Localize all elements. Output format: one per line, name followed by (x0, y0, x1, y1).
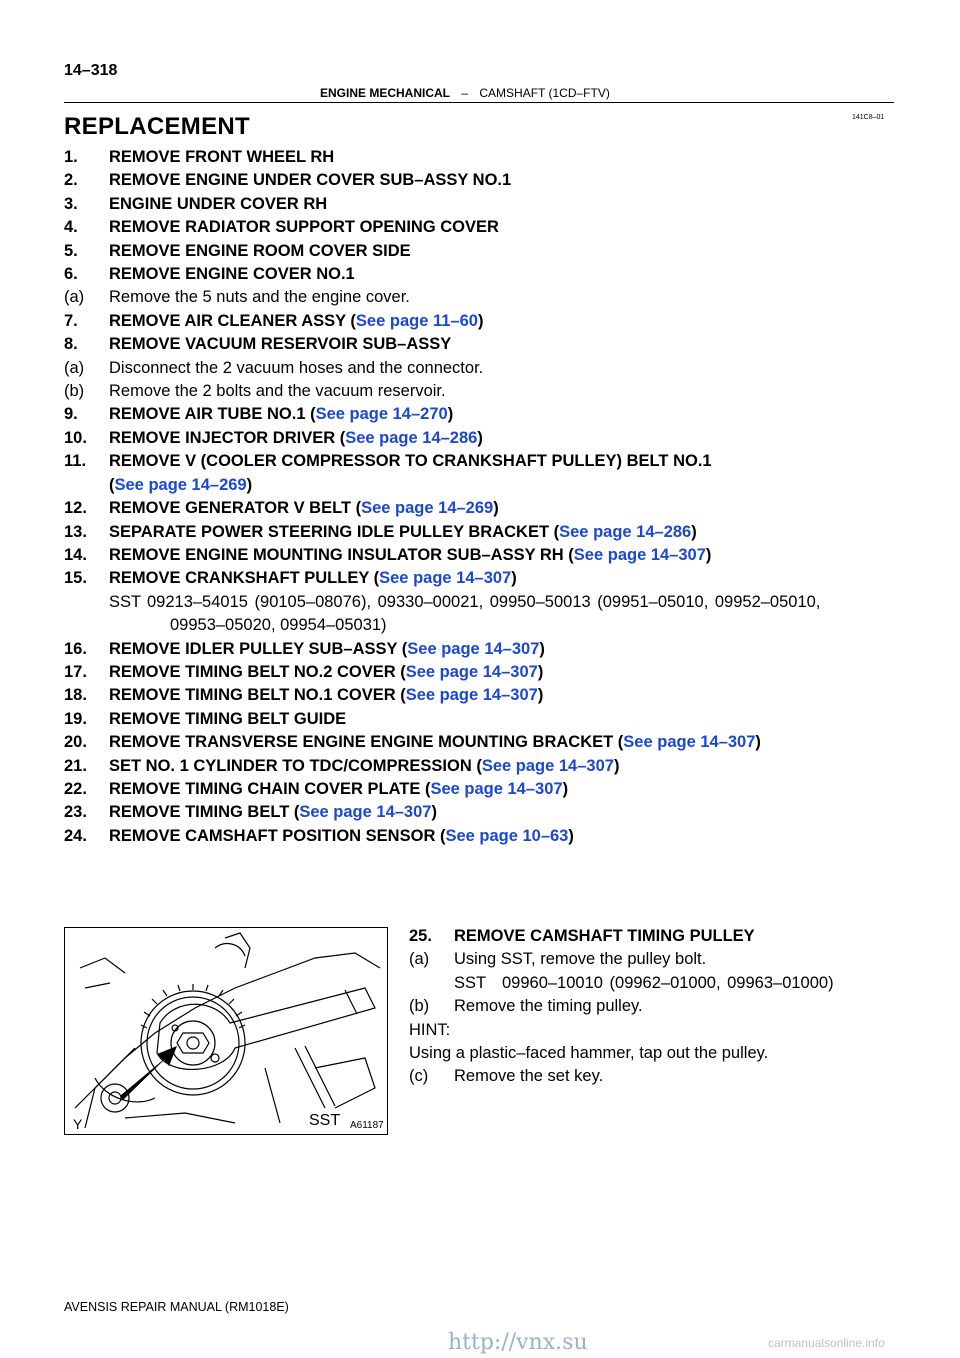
paren-close: ) (568, 826, 574, 845)
substep-text: Remove the 2 bolts and the vacuum reservoir. (109, 382, 446, 401)
step-text: REMOVE GENERATOR V BELT ( (109, 499, 362, 518)
see-page-link[interactable]: See page 14–307 (379, 569, 512, 588)
step-6a (64, 286, 904, 309)
page-title: REPLACEMENT (64, 113, 250, 140)
step-2 (64, 169, 904, 192)
step-number: 22. (64, 779, 87, 798)
see-page-link[interactable]: See page 14–269 (114, 475, 247, 494)
see-page-link[interactable]: See page 14–269 (361, 499, 494, 518)
hint-label: HINT: (409, 1020, 451, 1039)
step-number: 10. (64, 428, 87, 447)
step-11 (64, 450, 904, 473)
step-number: 23. (64, 803, 87, 822)
step-17 (64, 661, 904, 684)
step-text: REMOVE VACUUM RESERVOIR SUB–ASSY (109, 335, 452, 354)
step-number: 1. (64, 148, 78, 166)
step-number: 8. (64, 335, 78, 354)
step-text: ENGINE UNDER COVER RH (109, 194, 328, 213)
step-number: 14. (64, 545, 87, 564)
step-text: REMOVE ENGINE MOUNTING INSULATOR SUB–ASSY RH ( (109, 545, 574, 564)
substep-text: Using SST, remove the pulley bolt. (454, 950, 707, 969)
step-text: REMOVE TIMING BELT NO.2 COVER ( (109, 662, 406, 681)
step-15 (64, 567, 904, 590)
substep-text: Remove the 5 nuts and the engine cover. (109, 288, 410, 307)
step-text: REMOVE IDLER PULLEY SUB–ASSY ( (109, 639, 408, 658)
doc-id: 141C8–01 (852, 114, 885, 121)
camshaft-pulley-illustration (64, 927, 388, 1135)
step-number: 2. (64, 171, 78, 190)
paren-close: ) (537, 662, 544, 681)
step-25a (409, 948, 909, 971)
step-4 (64, 216, 904, 239)
step-text: REMOVE ENGINE ROOM COVER SIDE (109, 241, 411, 260)
step-number: 6. (64, 265, 78, 284)
paren-close: ) (755, 733, 761, 752)
step-number: 17. (64, 662, 87, 681)
step-list (64, 146, 904, 848)
watermark-url: http://vnx.su (448, 1330, 588, 1355)
step-11-continued (64, 474, 904, 497)
step-number: 9. (64, 405, 78, 424)
substep-letter: (c) (409, 1067, 429, 1086)
step-25a-sst (409, 972, 909, 995)
step-number: 19. (64, 709, 87, 728)
step-text: REMOVE TIMING CHAIN COVER PLATE ( (109, 779, 431, 798)
step-14 (64, 544, 904, 567)
figure-code: A61187 (350, 1120, 384, 1131)
step-text: REMOVE ENGINE UNDER COVER SUB–ASSY NO.1 (109, 171, 512, 190)
step-8b (64, 380, 904, 403)
hint-text: Using a plastic–faced hammer, tap out the pulley. (409, 1044, 769, 1063)
step-13 (64, 521, 904, 544)
see-page-link[interactable]: See page 14–307 (405, 686, 538, 705)
header-subsection: CAMSHAFT (1CD–FTV) (479, 86, 610, 100)
paren-close: ) (691, 522, 697, 541)
step-text: REMOVE AIR TUBE NO.1 ( (109, 405, 316, 424)
paren-close: ) (431, 803, 437, 822)
step-number: 7. (64, 311, 78, 330)
paren-close: ) (613, 756, 620, 775)
step-number: 18. (64, 686, 87, 705)
step-25-block (409, 925, 909, 1089)
step-25c (409, 1065, 909, 1088)
step-5 (64, 240, 904, 263)
see-page-link[interactable]: See page 14–307 (481, 756, 614, 775)
figure-sst-label: SST (309, 1112, 341, 1129)
see-page-link[interactable]: See page 14–307 (623, 733, 756, 752)
step-text: REMOVE TIMING BELT GUIDE (109, 709, 347, 728)
step-text: SET NO. 1 CYLINDER TO TDC/COMPRESSION ( (109, 756, 482, 775)
substep-letter: (a) (64, 358, 85, 377)
paren-close: ) (705, 545, 712, 564)
step-25b (409, 995, 909, 1018)
paren-close: ) (246, 475, 253, 494)
step-number: 5. (64, 241, 78, 260)
substep-letter: (b) (409, 997, 430, 1016)
step-text: REMOVE CRANKSHAFT PULLEY ( (109, 569, 380, 588)
see-page-link[interactable]: See page 14–270 (315, 405, 448, 424)
step-8 (64, 333, 904, 356)
figure-y-mark: Y (73, 1116, 83, 1132)
step-text: REMOVE TRANSVERSE ENGINE ENGINE MOUNTING BRACKET ( (109, 733, 624, 752)
header-separator: – (461, 86, 469, 100)
paren-close: ) (511, 569, 517, 588)
substep-letter: (b) (64, 382, 85, 401)
step-text: REMOVE AIR CLEANER ASSY ( (109, 311, 356, 330)
step-text: REMOVE FRONT WHEEL RH (109, 148, 335, 166)
step-text: SEPARATE POWER STEERING IDLE PULLEY BRACKET ( (109, 522, 560, 541)
step-number: 3. (64, 194, 78, 213)
step-21 (64, 755, 904, 778)
step-text: REMOVE RADIATOR SUPPORT OPENING COVER (109, 218, 499, 237)
step-3 (64, 193, 904, 216)
step-25 (409, 925, 909, 948)
paren-close: ) (562, 779, 569, 798)
step-6 (64, 263, 904, 286)
step-12 (64, 497, 904, 520)
step-number: 16. (64, 639, 87, 658)
step-24 (64, 825, 904, 848)
step-7 (64, 310, 904, 333)
see-page-link[interactable]: See page 14–286 (559, 522, 692, 541)
step-number: 15. (64, 569, 87, 588)
substep-text: Disconnect the 2 vacuum hoses and the connector. (109, 358, 484, 377)
paren-open: ( (109, 475, 115, 494)
header-rule (64, 102, 894, 103)
step-20 (64, 731, 904, 754)
step-number: 20. (64, 733, 87, 752)
see-page-link[interactable]: See page 14–307 (430, 779, 563, 798)
paren-close: ) (477, 428, 483, 447)
step-16 (64, 638, 904, 661)
step-number: 4. (64, 218, 78, 237)
step-15-sst-continued: 09953–05020, 09954–05031) (170, 616, 387, 635)
see-page-link[interactable]: See page 14–286 (345, 428, 478, 447)
page-number: 14–318 (64, 62, 118, 79)
see-page-link[interactable]: See page 14–307 (405, 662, 538, 681)
step-text: REMOVE CAMSHAFT POSITION SENSOR ( (109, 826, 446, 845)
step-number: 12. (64, 499, 87, 518)
step-text: REMOVE TIMING BELT ( (109, 803, 300, 822)
paren-close: ) (539, 639, 545, 658)
step-15-sst (64, 591, 904, 614)
substep-text: Remove the set key. (454, 1067, 604, 1086)
substep-letter: (a) (64, 288, 85, 307)
step-number: 24. (64, 826, 87, 845)
see-page-link[interactable]: See page 10–63 (445, 826, 569, 845)
sst-codes: 09960–10010 (09962–01000, 09963–01000) (502, 973, 834, 992)
step-number: 21. (64, 756, 87, 775)
step-text: REMOVE ENGINE COVER NO.1 (109, 265, 355, 284)
paren-close: ) (477, 311, 484, 330)
step-9 (64, 403, 904, 426)
sst-tag: SST (109, 592, 142, 611)
step-text: REMOVE INJECTOR DRIVER ( (109, 428, 346, 447)
step-number: 25. (409, 927, 432, 945)
step-text: REMOVE TIMING BELT NO.1 COVER ( (109, 686, 406, 705)
step-text: REMOVE V (COOLER COMPRESSOR TO CRANKSHAFT PULLEY) BELT NO.1 (109, 452, 712, 471)
step-text: REMOVE CAMSHAFT TIMING PULLEY (454, 927, 755, 945)
step-1 (64, 146, 904, 169)
see-page-link[interactable]: See page 14–307 (573, 545, 706, 564)
engine-line-drawing (65, 928, 386, 1133)
watermark-site: carmanualsonline.info (768, 1336, 885, 1350)
step-23 (64, 801, 904, 824)
see-page-link[interactable]: See page 14–307 (407, 639, 540, 658)
sst-codes: 09213–54015 (90105–08076), 09330–00021, 09950–50013 (09951–05010, 09952–05010, (147, 592, 821, 611)
step-19 (64, 708, 904, 731)
see-page-link[interactable]: See page 11–60 (355, 311, 478, 330)
see-page-link[interactable]: See page 14–307 (299, 803, 432, 822)
paren-close: ) (447, 405, 454, 424)
paren-close: ) (493, 499, 499, 518)
step-22 (64, 778, 904, 801)
header-section: ENGINE MECHANICAL (320, 86, 451, 100)
step-8a (64, 357, 904, 380)
step-number: 11. (64, 452, 87, 471)
page-header (320, 86, 610, 100)
substep-text: Remove the timing pulley. (454, 997, 643, 1016)
substep-letter: (a) (409, 950, 430, 969)
page-footer: AVENSIS REPAIR MANUAL (RM1018E) (64, 1300, 289, 1314)
step-10 (64, 427, 904, 450)
step-number: 13. (64, 522, 87, 541)
paren-close: ) (537, 686, 544, 705)
sst-tag: SST (454, 973, 487, 992)
step-18 (64, 684, 904, 707)
